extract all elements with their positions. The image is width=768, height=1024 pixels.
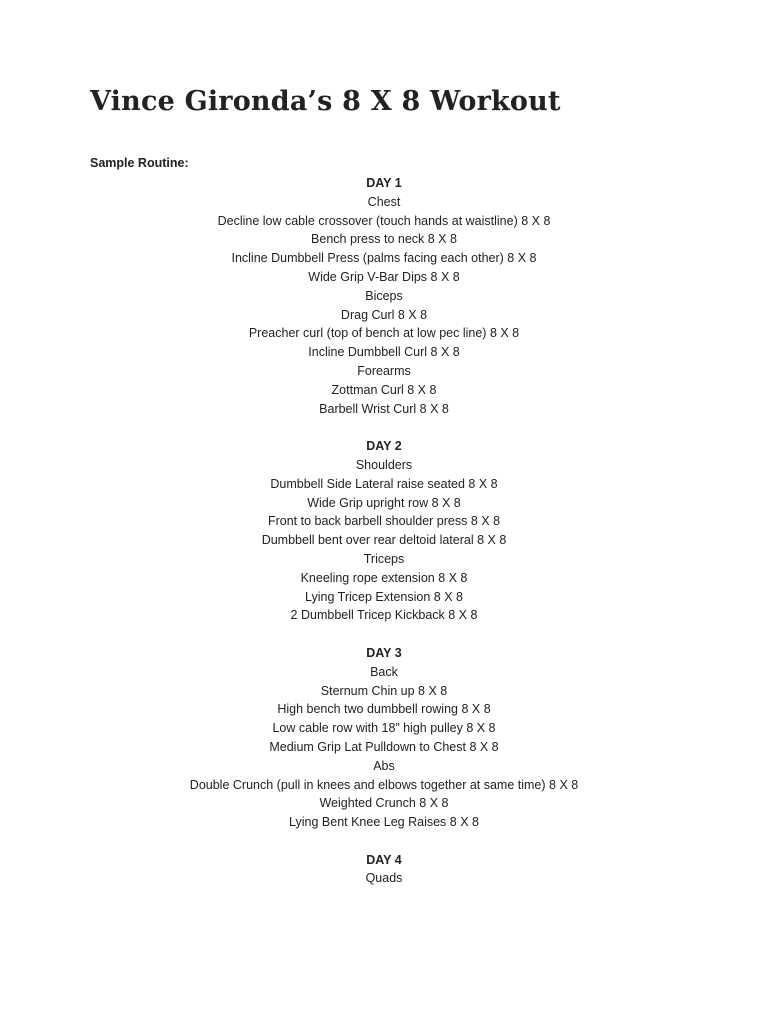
routine-line: Medium Grip Lat Pulldown to Chest 8 X 8: [269, 739, 499, 754]
day-section-4: [0, 851, 768, 889]
routine-line: Forearms: [357, 363, 411, 378]
routine-line: Drag Curl 8 X 8: [340, 307, 428, 322]
routine-line: Lying Bent Knee Leg Raises 8 X 8: [289, 815, 479, 830]
routine-list: [0, 174, 768, 888]
routine-line: Zottman Curl 8 X 8: [331, 382, 437, 397]
day-heading: DAY 2: [366, 439, 402, 454]
routine-line: Decline low cable crossover (touch hands at waistline) 8 X 8: [217, 213, 551, 228]
routine-line: Triceps: [363, 551, 405, 566]
routine-line: Incline Dumbbell Press (palms facing each other) 8 X 8: [231, 251, 537, 266]
routine-line: Low cable row with 18” high pulley 8 X 8: [272, 721, 496, 736]
routine-line: Dumbbell Side Lateral raise seated 8 X 8: [270, 476, 498, 491]
routine-line: Chest: [367, 194, 401, 209]
routine-line: Barbell Wrist Curl 8 X 8: [319, 401, 449, 416]
routine-line: Front to back barbell shoulder press 8 X 8: [267, 514, 501, 529]
routine-line: Abs: [373, 758, 395, 773]
routine-line: Kneeling rope extension 8 X 8: [300, 570, 468, 585]
routine-line: Wide Grip upright row 8 X 8: [307, 495, 461, 510]
routine-line: Sternum Chin up 8 X 8: [320, 683, 448, 698]
routine-line: High bench two dumbbell rowing 8 X 8: [277, 702, 491, 717]
day-section-3: [0, 644, 768, 832]
routine-line: Incline Dumbbell Curl 8 X 8: [308, 345, 460, 360]
routine-line: Weighted Crunch 8 X 8: [319, 796, 449, 811]
routine-line: Bench press to neck 8 X 8: [311, 232, 457, 247]
routine-line: Wide Grip V-Bar Dips 8 X 8: [308, 269, 460, 284]
day-heading: DAY 4: [366, 852, 402, 867]
routine-line: Preacher curl (top of bench at low pec line) 8 X 8: [248, 326, 520, 341]
day-section-2: [0, 437, 768, 625]
page-title: Vince Gironda’s 8 X 8 Workout: [90, 86, 561, 117]
routine-line: Biceps: [365, 288, 403, 303]
sample-routine-label: Sample Routine:: [90, 156, 189, 170]
routine-line: Back: [370, 664, 398, 679]
routine-line: 2 Dumbbell Tricep Kickback 8 X 8: [290, 608, 478, 623]
routine-line: Double Crunch (pull in knees and elbows together at same time) 8 X 8: [189, 777, 579, 792]
day-heading: DAY 3: [366, 645, 402, 660]
routine-line: Shoulders: [355, 457, 413, 472]
routine-line: Quads: [365, 871, 403, 886]
routine-line: Dumbbell bent over rear deltoid lateral 8 X 8: [261, 533, 507, 548]
day-section-1: [0, 174, 768, 418]
routine-line: Lying Tricep Extension 8 X 8: [305, 589, 463, 604]
day-heading: DAY 1: [366, 176, 402, 190]
